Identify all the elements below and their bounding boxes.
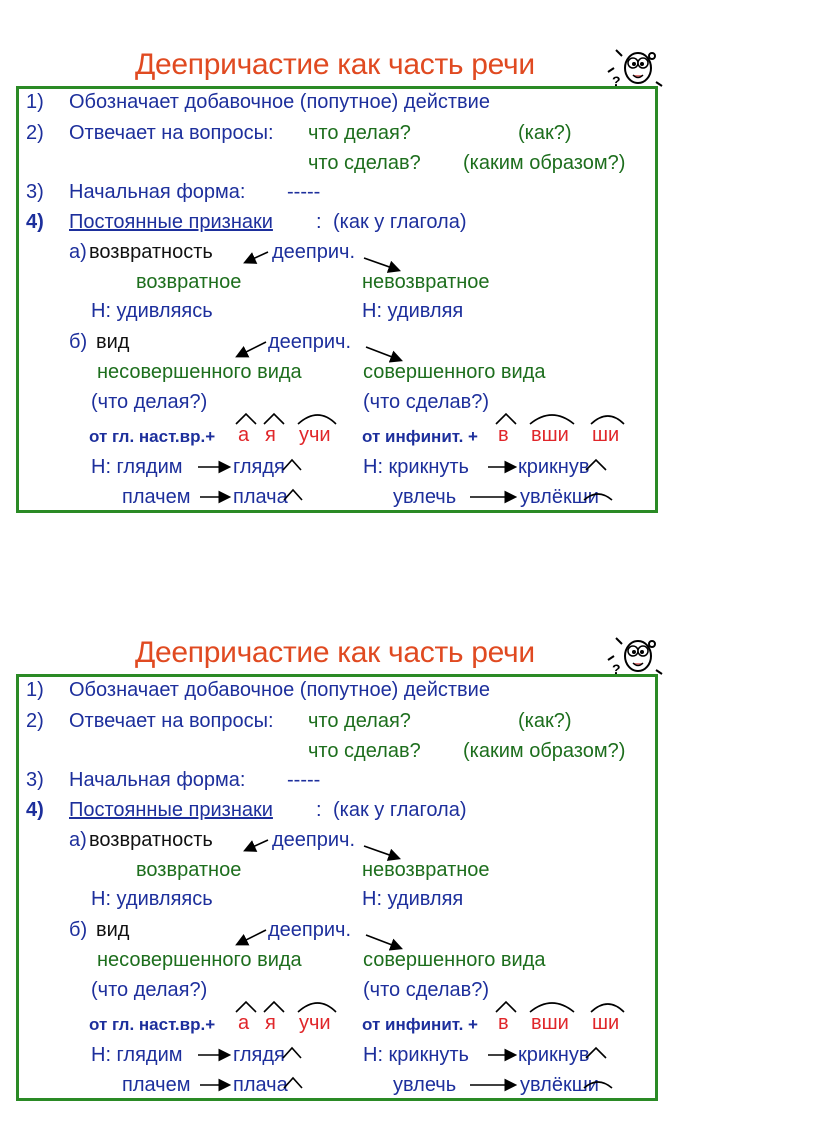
- svg-text:?: ?: [612, 73, 621, 89]
- item-4-heading: Постоянные признаки: [69, 211, 273, 233]
- example-2-from: плачем: [122, 1074, 191, 1096]
- reflexive-label: возвратность: [89, 829, 213, 851]
- item-4-colon: :: [316, 799, 322, 821]
- reflexive-label: возвратность: [89, 241, 213, 263]
- suffix-a: а: [238, 424, 250, 446]
- reflexive-marker: а): [69, 829, 87, 851]
- example-3-from: Н: крикнуть: [363, 1044, 469, 1066]
- question-what-doing: что делая?: [308, 710, 411, 732]
- item-number-1: 1): [26, 679, 44, 701]
- suffix-vshi: вши: [531, 1012, 569, 1034]
- example-1-from: Н: глядим: [91, 456, 183, 478]
- item-4-note: (как у глагола): [333, 211, 467, 233]
- slide-panel-bottom: [0, 588, 816, 1148]
- aspect-perfective-question: (что сделав?): [363, 979, 490, 1001]
- reflexive-center: дееприч.: [272, 241, 356, 263]
- aspect-perfective: совершенного вида: [363, 361, 546, 383]
- question-what-done: что сделав?: [308, 740, 421, 762]
- reflexive-marker: а): [69, 241, 87, 263]
- example-4-to: увлёкши: [520, 486, 599, 508]
- aspect-marker: б): [69, 919, 88, 941]
- item-number-3: 3): [26, 181, 44, 203]
- suffix-shi: ши: [592, 1012, 620, 1034]
- suffix-v: в: [498, 424, 509, 446]
- slide-title: Деепричастие как часть речи: [135, 636, 535, 669]
- aspect-center: дееприч.: [268, 919, 352, 941]
- perfective-rule: от инфинит. +: [362, 1015, 478, 1034]
- item-number-2: 2): [26, 122, 44, 144]
- reflexive-left: возвратное: [136, 859, 242, 881]
- item-3-text: Начальная форма:: [69, 181, 246, 203]
- suffix-uchi: учи: [299, 424, 331, 446]
- example-4-from: увлечь: [393, 486, 457, 508]
- thinking-face-icon: [606, 630, 666, 678]
- item-1-text: Обозначает добавочное (попутное) действие: [69, 91, 490, 113]
- question-which-way: (каким образом?): [463, 152, 626, 174]
- aspect-label: вид: [96, 331, 130, 353]
- item-2-text: Отвечает на вопросы:: [69, 122, 274, 144]
- aspect-imperfective: несовершенного вида: [97, 361, 302, 383]
- example-3-to: крикнув: [518, 456, 590, 478]
- item-1-text: Обозначает добавочное (попутное) действие: [69, 679, 490, 701]
- suffix-ya: я: [265, 424, 276, 446]
- example-2-to: плача: [233, 1074, 288, 1096]
- aspect-imperfective-question: (что делая?): [91, 979, 208, 1001]
- item-3-value: -----: [287, 181, 321, 203]
- item-4-note: (как у глагола): [333, 799, 467, 821]
- aspect-label: вид: [96, 919, 130, 941]
- example-1-to: глядя: [233, 456, 285, 478]
- question-how: (как?): [518, 710, 572, 732]
- suffix-shi: ши: [592, 424, 620, 446]
- suffix-ya: я: [265, 1012, 276, 1034]
- reflexive-right-example: Н: удивляя: [362, 300, 464, 322]
- aspect-imperfective: несовершенного вида: [97, 949, 302, 971]
- imperfective-rule: от гл. наст.вр.+: [89, 1015, 216, 1034]
- reflexive-left: возвратное: [136, 271, 242, 293]
- reflexive-center: дееприч.: [272, 829, 356, 851]
- item-number-1: 1): [26, 91, 44, 113]
- example-2-from: плачем: [122, 486, 191, 508]
- question-how: (как?): [518, 122, 572, 144]
- aspect-perfective: совершенного вида: [363, 949, 546, 971]
- aspect-center: дееприч.: [268, 331, 352, 353]
- item-number-3: 3): [26, 769, 44, 791]
- item-number-4: 4): [26, 799, 44, 821]
- item-2-text: Отвечает на вопросы:: [69, 710, 274, 732]
- question-what-doing: что делая?: [308, 122, 411, 144]
- suffix-v: в: [498, 1012, 509, 1034]
- question-which-way: (каким образом?): [463, 740, 626, 762]
- reflexive-left-example: Н: удивляясь: [91, 300, 213, 322]
- slide-title: Деепричастие как часть речи: [135, 48, 535, 81]
- aspect-imperfective-question: (что делая?): [91, 391, 208, 413]
- aspect-perfective-question: (что сделав?): [363, 391, 490, 413]
- reflexive-right: невозвратное: [362, 859, 490, 881]
- reflexive-left-example: Н: удивляясь: [91, 888, 213, 910]
- item-number-2: 2): [26, 710, 44, 732]
- item-4-colon: :: [316, 211, 322, 233]
- example-4-to: увлёкши: [520, 1074, 599, 1096]
- suffix-a: а: [238, 1012, 250, 1034]
- imperfective-rule: от гл. наст.вр.+: [89, 427, 216, 446]
- suffix-uchi: учи: [299, 1012, 331, 1034]
- reflexive-right: невозвратное: [362, 271, 490, 293]
- example-4-from: увлечь: [393, 1074, 457, 1096]
- item-3-text: Начальная форма:: [69, 769, 246, 791]
- example-3-from: Н: крикнуть: [363, 456, 469, 478]
- example-1-from: Н: глядим: [91, 1044, 183, 1066]
- slide-panel-top: [0, 0, 816, 560]
- item-3-value: -----: [287, 769, 321, 791]
- example-2-to: плача: [233, 486, 288, 508]
- item-4-heading: Постоянные признаки: [69, 799, 273, 821]
- aspect-marker: б): [69, 331, 88, 353]
- example-1-to: глядя: [233, 1044, 285, 1066]
- suffix-vshi: вши: [531, 424, 569, 446]
- thinking-face-icon: [606, 42, 666, 90]
- svg-text:?: ?: [612, 661, 621, 677]
- example-3-to: крикнув: [518, 1044, 590, 1066]
- reflexive-right-example: Н: удивляя: [362, 888, 464, 910]
- perfective-rule: от инфинит. +: [362, 427, 478, 446]
- question-what-done: что сделав?: [308, 152, 421, 174]
- item-number-4: 4): [26, 211, 44, 233]
